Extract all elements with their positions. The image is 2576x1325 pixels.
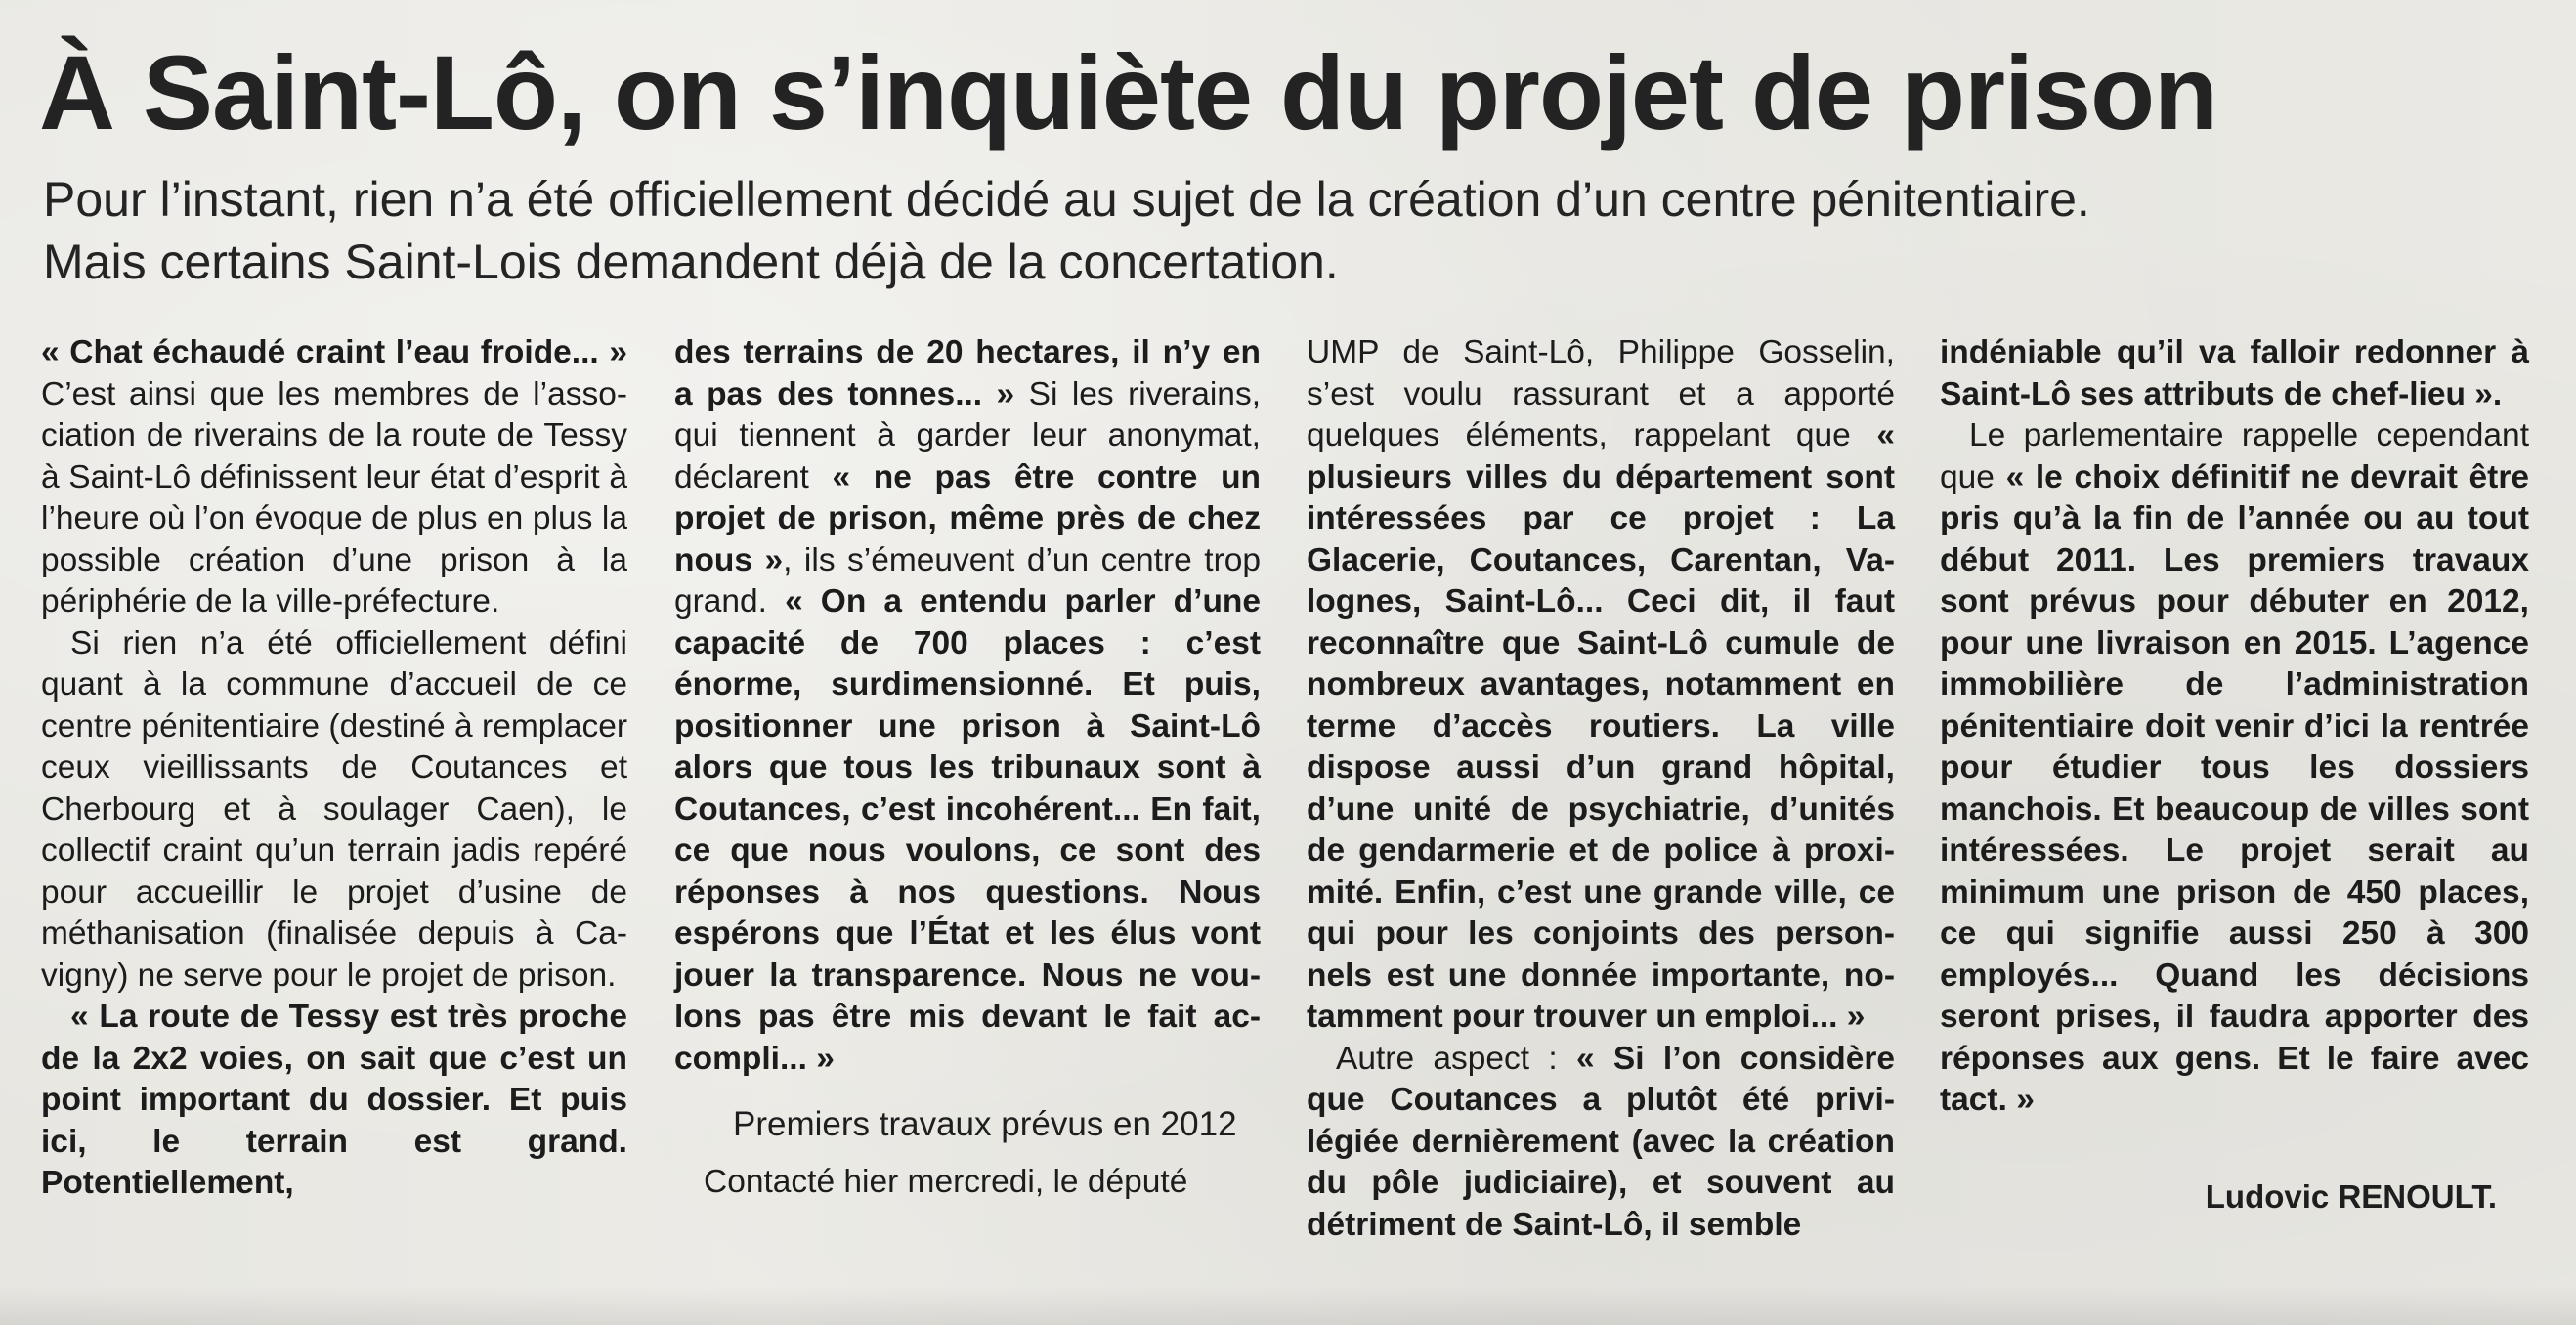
col2-p1-text-a: Si les riverains, qui tiennent à garder leur anonymat, déclarent <box>674 375 1261 495</box>
article-subhead <box>43 168 2291 293</box>
col1-paragraph-1 <box>41 332 627 623</box>
subhead-line-1: Pour l’instant, rien n’a été officiellement décidé au sujet de la création d’un centre pénitentiaire. <box>43 172 2090 227</box>
col3-p1-quote: « plusieurs villes du département sont intéressées par ce projet : La Glacerie, Coutances, Carentan, Valognes, Saint-Lô... Ceci dit, il faut reconnaître que Saint-Lô cumule de nombreux avantages, notamment en terme d’accès routiers. La ville dispose aussi d’un grand hôpital, d’une unité de psychiatrie, d’unités de gendarmerie et de police à proximité. Enfin, c’est une grande ville, ce qui pour les conjoints des personnels est une donnée importante, notamment pour trouver un emploi... » <box>1307 417 1895 1035</box>
col3-paragraph-1 <box>1307 332 1895 1039</box>
col2-paragraph-2: Contacté hier mercredi, le député <box>704 1164 1188 1200</box>
col4-paragraph-2 <box>1940 415 2529 1122</box>
col4-p2-quote: « le choix définitif ne devrait être pris qu’à la fin de l’année ou au tout début 2011. Les premiers travaux sont prévus pour débuter en 2012, pour une livraison en 2015. L’agence immobilière de l’administration pénitentiaire doit venir d’ici la rentrée pour étudier tous les dossiers manchois. Et beaucoup de villes sont intéressées. Le projet serait au minimum une prison de 450 places, ce qui signifie aussi 250 à 300 employés... Quand les décisions seront prises, il faudra apporter des réponses aux gens. Et le faire avec tact. » <box>1940 458 2529 1118</box>
col2-p1-quote-c: « On a entendu parler d’une capacité de 700 places : c’est énorme, surdimensionné. Et puis, positionner une prison à Saint-Lô alors que tous les tribunaux sont à Coutances, c’est incohérent... En fait, ce que nous voulons, ce sont des réponses à nos questions. Nous espérons que l’État et les élus vont jouer la transparence. Nous ne voulons pas être mis devant le fait accompli... » <box>674 583 1261 1077</box>
subhead-line-2: Mais certains Saint-Lois demandent déjà de la concertation. <box>43 235 1339 289</box>
col3-p1-text: UMP de Saint-Lô, Philippe Gosselin, s’est voulu rassurant et a apporté quelques éléments, rappelant que <box>1307 334 1895 453</box>
col2-p1-text-b: , ils s’émeuvent d’un centre trop grand. <box>674 541 1261 620</box>
col4-p2-text: Le parlementaire rappelle cependant que <box>1940 417 2529 495</box>
col1-p3-quote: « La route de Tessy est très proche de la 2x2 voies, on sait que c’est un point important du dossier. Et puis ici, le terrain est grand. Potentiellement, <box>41 999 627 1201</box>
col1-p1-text: C’est ainsi que les membres de l’association de riverains de la route de Tessy à Saint-Lô définissent leur état d’esprit à l’heure où l’on évoque de plus en plus la possible création d’une prison à la périphérie de la ville-préfecture. <box>41 375 627 620</box>
article-headline: À Saint-Lô, on s’inquiète du projet de prison <box>39 33 2218 151</box>
col1-paragraph-3 <box>41 997 627 1205</box>
column-1 <box>41 332 627 1205</box>
col2-paragraph-1 <box>674 332 1261 1080</box>
col4-p1-quote: indéniable qu’il va falloir redonner à Saint-Lô ses attributs de chef-lieu ». <box>1940 334 2529 412</box>
intertitle: Premiers travaux prévus en 2012 <box>733 1105 1237 1143</box>
page-edge-shadow <box>0 1286 2576 1325</box>
col4-paragraph-1 <box>1940 332 2529 415</box>
col1-p1-quote: « Chat échaudé craint l’eau froide... » <box>41 334 627 370</box>
col1-paragraph-2: Si rien n’a été officiellement défini quant à la commune d’accueil de ce centre pénitentiaire (destiné à remplacer ceux vieillissants de Coutances et Cherbourg et à soulager Caen), le collectif craint qu’un terrain jadis repéré pour accueillir le projet d’usine de méthanisation (finalisée depuis à Cavigny) ne serve pour le projet de prison. <box>41 624 627 994</box>
col3-p2-text: Autre aspect : <box>1336 1040 1576 1077</box>
column-4 <box>1940 332 2529 1122</box>
column-3 <box>1307 332 1895 1246</box>
col2-p1-quote-b: « ne pas être contre un projet de prison, même près de chez nous » <box>674 458 1262 578</box>
bleed-through-text <box>2341 0 2576 322</box>
col3-p2-quote: « Si l’on considère que Coutances a plutôt été privilégiée dernièrement (avec la création du pôle judiciaire), et souvent au détriment de Saint-Lô, il semble <box>1307 1040 1895 1243</box>
col2-p1-quote: des terrains de 20 hectares, il n’y en a pas des tonnes... » <box>674 334 1261 412</box>
column-2 <box>674 332 1261 1204</box>
author-byline: Ludovic RENOULT. <box>2205 1178 2497 1215</box>
col3-paragraph-2 <box>1307 1039 1895 1247</box>
